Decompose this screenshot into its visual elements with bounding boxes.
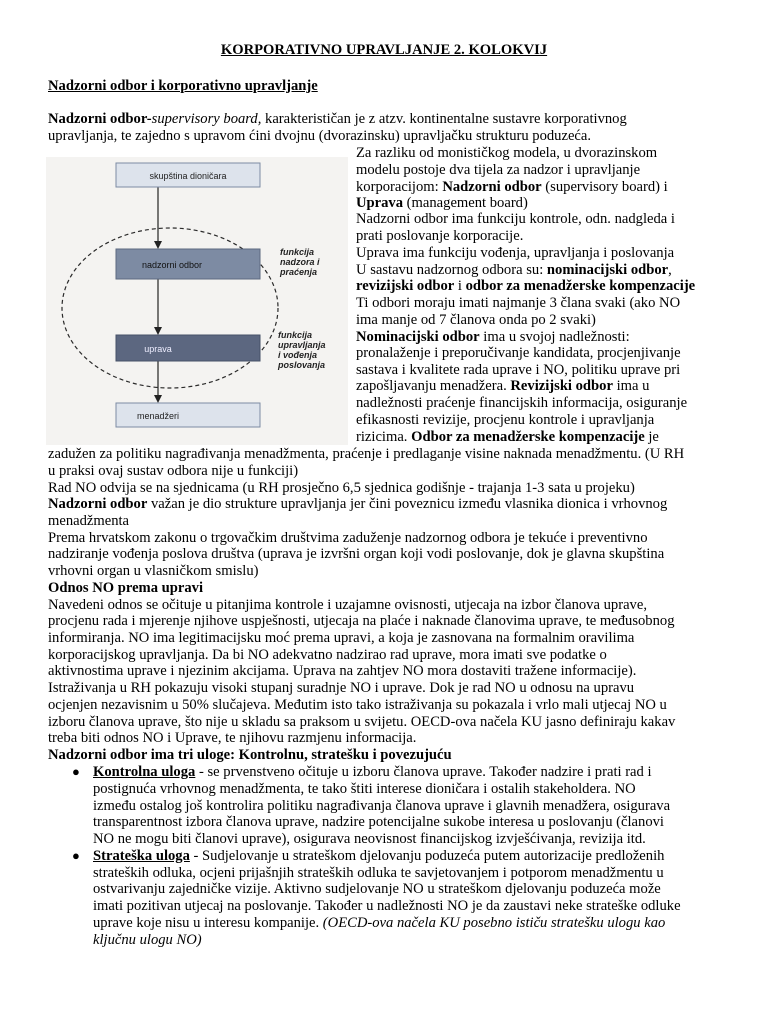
bullet-strategic-line: ključnu ulogu NO) (93, 932, 202, 948)
label-management-1: funkcija (278, 330, 313, 340)
label-supervision-1: funkcija (280, 247, 315, 257)
intro-rest: karakterističan je z atzv. kontinentalne sustavre korporativnog (261, 111, 627, 127)
bullet-icon: ● (72, 848, 80, 863)
intro-line-2: upravljanja, te zajedno s upravom ćini dvojnu (dvorazinsku) upravljačku strukturu poduzeća. (48, 128, 592, 144)
right-line: rizicima. Odbor za menadžerske kompenzacije je (356, 429, 659, 445)
bullet-icon: ● (72, 764, 80, 779)
body-line: procjenu rada i mjerenje njihove uspješnosti, utjecaja na plaće i naknade članovima uprave, te međusobnog (48, 613, 675, 629)
right-line: revizijski odbor i odbor za menadžerske kompenzacije (356, 278, 696, 294)
body-line: izboru članova uprave, što nije u skladu sa praksom u svijetu. OECD-ova načela KU jasno definiraju kakav (48, 714, 676, 730)
body-line: korporacijskog upravljanja. Da bi NO adekvatno nadzirao rad uprave, mora imati sve podatke o (48, 647, 607, 663)
body-line: aktivnostima uprave i njezinim akcijama. Uprava na zahtjev NO mora dostaviti tražene informacije). (48, 663, 637, 679)
bullet-control-line: Kontrolna uloga - se prvenstveno očituje u izboru članova uprave. Također nadzire i prati rad i (93, 764, 652, 780)
section-heading-three-roles: Nadzorni odbor ima tri uloge: Kontrolnu, stratešku i povezujuću (48, 747, 452, 763)
right-line: nadležnosti praćenje financijskih informacija, osiguranje (356, 395, 688, 411)
body-line: zadužen za politiku nagrađivanja menadžmenta, praćenje i predlaganje visine naknada menadžmentu. (U RH (48, 446, 685, 462)
section-heading-supervisory-board: Nadzorni odbor i korporativno upravljanje (48, 78, 318, 94)
box-management-label: uprava (144, 344, 172, 354)
body-line: vrhovni organ u vlasničkom smislu) (48, 563, 259, 579)
bullet-control-line: između ostalog još kontrolira politiku nagrađivanja članova uprave i glavnih menadžera, osigurava (93, 798, 671, 814)
bullet-strategic-line: uprave koje nisu u interesu kompanije. (OECD-ova načela KU posebno ističu stratešku ulogu kao (93, 915, 666, 931)
bullet-strategic-heading: Strateška uloga (93, 848, 190, 864)
right-line: Ti odbori moraju imati najmanje 3 člana svaki (ako NO (356, 295, 681, 311)
right-line: Nadzorni odbor ima funkciju kontrole, odn. nadgleda i (356, 211, 675, 227)
intro-line-1 (48, 111, 627, 128)
label-supervision-3: praćenja (280, 267, 318, 277)
bullet-strategic-line: strateških odluka, ocjeni prijašnjih strateških odluka te savjetovanjem i potporom menadžmentu u (93, 865, 664, 881)
body-line: Rad NO odvija se na sjednicama (u RH prosječno 6,5 sjednica godišnje - trajanja 1-3 sata u projeku) (48, 480, 635, 496)
governance-diagram (46, 157, 348, 445)
label-management-4: poslovanja (278, 360, 326, 370)
box-shareholders-label: skupština dioničara (149, 171, 227, 181)
body-line: nadziranje vođenja poslova društva (uprava je izvršni organ koji vodi poslovanje, dok je glavna skupština (48, 546, 665, 562)
right-line: pronalaženje i preporučivanje kandidata, procjenjivanje (356, 345, 681, 361)
label-supervision-2: nadzora i (280, 257, 320, 267)
body-line: Prema hrvatskom zakonu o trgovačkim društvima zaduženje nadzornog odbora je tekuće i preventivno (48, 530, 648, 546)
label-management-2: upravljanja (278, 340, 326, 350)
box-supervisory-board-label: nadzorni odbor (141, 260, 203, 270)
document-title: KORPORATIVNO UPRAVLJANJE 2. KOLOKVIJ (220, 42, 548, 58)
right-line: prati poslovanje korporacije. (356, 228, 524, 244)
body-line: Navedeni odnos se očituje u pitanjima kontrole i uzajamne ovisnosti, utjecaja na izbor članova uprave, (48, 597, 647, 613)
bullet-control-line: postignuća vrhovnog menadžmenta, te tako štiti interese dioničara i ostalih stakeholdera. NO (93, 781, 636, 797)
intro-term-en: supervisory board, (151, 111, 262, 127)
label-management-3: i vođenja (278, 350, 318, 360)
intro-term: Nadzorni odbor- (48, 111, 152, 127)
right-line: efikasnosti revizije, procjenu kontrole i upravljanja (356, 412, 655, 428)
right-line: Uprava (management board) (356, 195, 528, 211)
bullet-strategic-line: Strateška uloga - Sudjelovanje u strateškom djelovanju poduzeća putem autorizacije predloženih (93, 848, 665, 864)
body-line: informiranja. NO ima legitimacijsku moć prema upravi, a koja je zasnovana na formalnim oravilima (48, 630, 635, 646)
right-line: Nominacijski odbor ima u svojoj nadležnosti: (356, 329, 630, 345)
body-line: ocjenjen nezavisnim u 50% slučajeva. Međutim isto tako istraživanja su pokazala i vrlo mali utjecaj NO u (48, 697, 667, 713)
right-line: zapošljavanju menadžera. Revizijski odbor ima u (356, 378, 650, 394)
bullet-strategic-line: imati pozitivan utjecaj na poslovanje. Također u nadležnosti NO je da zaustavi neke strateške odluke (93, 898, 681, 914)
bullet-control-heading: Kontrolna uloga (93, 764, 196, 780)
section-heading-relation: Odnos NO prema upravi (48, 580, 204, 596)
bullet-strategic-line: ostvarivanju zajedničke vizije. Aktivno sudjelovanje NO u strateškom djelovanju poduzeća može (93, 881, 661, 897)
right-line: ima manje od 7 članova onda po 2 svaki) (356, 312, 596, 328)
right-line: sastava i kvalitete rada uprave i NO, politiku uprave pri (356, 362, 681, 378)
body-line: Istraživanja u RH pokazuju visoki stupanj suradnje NO i uprave. Dok je rad NO u odnosu na upravu (48, 680, 635, 696)
bullet-control-line: transparentnost izbora članova uprave, nadzire potencijalne sukobe interesa u poslovanju (članovi (93, 814, 664, 830)
right-line: Za razliku od monističkog modela, u dvorazinskom (356, 145, 658, 161)
body-line: treba biti odnos NO i Uprave, te njihovu razmjenu informacija. (48, 730, 417, 746)
right-line: korporacijom: Nadzorni odbor (supervisory board) i (356, 179, 668, 195)
box-managers-label: menadžeri (136, 411, 180, 421)
body-line: Nadzorni odbor važan je dio strukture upravljanja jer čini poveznicu između vlasnika dionica i vrhovnog (48, 496, 668, 512)
body-line: menadžmenta (48, 513, 130, 529)
body-line: u praksi ovaj sustav odbora nije u funkciji) (48, 463, 299, 479)
right-line: modelu postoje dva tijela za nadzor i upravljanje (356, 162, 641, 178)
right-line: Uprava ima funkciju vođenja, upravljanja i poslovanja (356, 245, 675, 261)
right-line: U sastavu nadzornog odbora su: nominacijski odbor, (356, 262, 672, 278)
bullet-control-line: NO ne mogu biti članovi uprave), osigurava neovisnost financijskog izvješćivanja, revizija itd. (93, 831, 646, 847)
box-management (116, 335, 260, 361)
